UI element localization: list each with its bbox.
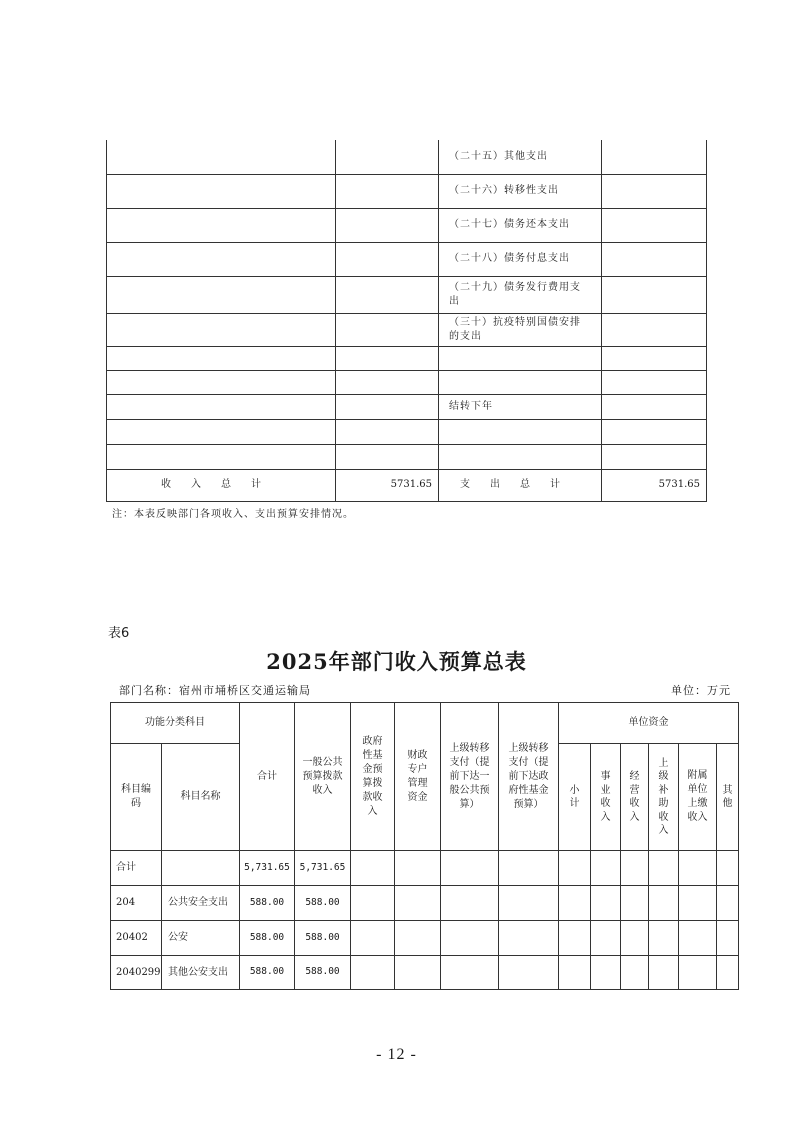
expense-item: （二十五）其他支出	[439, 140, 602, 174]
page-number: - 12 -	[376, 1046, 417, 1063]
expense-item: （二十七）债务还本支出	[439, 208, 602, 242]
unit-label: 单位：万元	[671, 684, 731, 697]
table-row	[107, 394, 707, 419]
table-row	[107, 346, 707, 370]
total-row	[107, 469, 707, 501]
income-expense-summary-table	[106, 140, 707, 502]
expense-item	[439, 444, 602, 469]
affiliated-income-header: 附属单位上缴收入	[679, 744, 717, 851]
expense-item: （二十八）债务付息支出	[439, 242, 602, 276]
table-row	[107, 174, 707, 208]
total-header: 合计	[240, 703, 295, 851]
func-class-header: 功能分类科目	[111, 703, 240, 744]
table-row	[107, 208, 707, 242]
table-row	[107, 242, 707, 276]
table-number: 表6	[108, 626, 130, 641]
expense-item	[439, 346, 602, 370]
table-row	[107, 313, 707, 346]
subsidy-income-header: 上级补助收入	[649, 744, 679, 851]
table-row: 204 公共安全支出 588.00 588.00	[111, 886, 739, 921]
business-income-header: 事业收入	[591, 744, 621, 851]
income-total-label: 收入总计	[107, 469, 336, 501]
other-header: 其他	[717, 744, 739, 851]
gov-fund-header: 政府性基金预算拨款收入	[351, 703, 395, 851]
special-fund-header: 财政专户管理资金	[395, 703, 441, 851]
table-row	[107, 444, 707, 469]
table-row: 20402 公安 588.00 588.00	[111, 921, 739, 956]
income-budget-table	[110, 702, 739, 990]
table-row	[107, 276, 707, 313]
income-total-value: 5731.65	[336, 469, 439, 501]
expense-item: 结转下年	[439, 394, 602, 419]
expense-item: （三十）抗疫特别国债安排的支出	[439, 313, 602, 346]
table-row	[107, 370, 707, 394]
department-name: 部门名称：宿州市埇桥区交通运输局	[119, 684, 311, 697]
expense-item: （二十九）债务发行费用支出	[439, 276, 602, 313]
table-row: 合计 5,731.65 5,731.65	[111, 851, 739, 886]
table-row: 2040299 其他公安支出 588.00 588.00	[111, 956, 739, 990]
expense-item	[439, 370, 602, 394]
expense-item	[439, 419, 602, 444]
table-row	[107, 140, 707, 174]
name-header: 科目名称	[162, 744, 240, 851]
table-note: 注：本表反映部门各项收入、支出预算安排情况。	[112, 509, 354, 520]
subtotal-header: 小计	[559, 744, 591, 851]
transfer-fund-header: 上级转移支付（提前下达政府性基金预算）	[499, 703, 559, 851]
expense-total-label: 支出总计	[439, 469, 602, 501]
header-row	[111, 703, 739, 744]
operating-income-header: 经营收入	[621, 744, 649, 851]
expense-total-value: 5731.65	[602, 469, 707, 501]
general-budget-header: 一般公共预算拨款收入	[295, 703, 351, 851]
page-title: 2025年部门收入预算总表	[266, 649, 527, 674]
code-header: 科目编码	[111, 744, 162, 851]
table-row	[107, 419, 707, 444]
transfer-general-header: 上级转移支付（提前下达一般公共预算）	[441, 703, 499, 851]
unit-funds-header: 单位资金	[559, 703, 739, 744]
expense-item: （二十六）转移性支出	[439, 174, 602, 208]
